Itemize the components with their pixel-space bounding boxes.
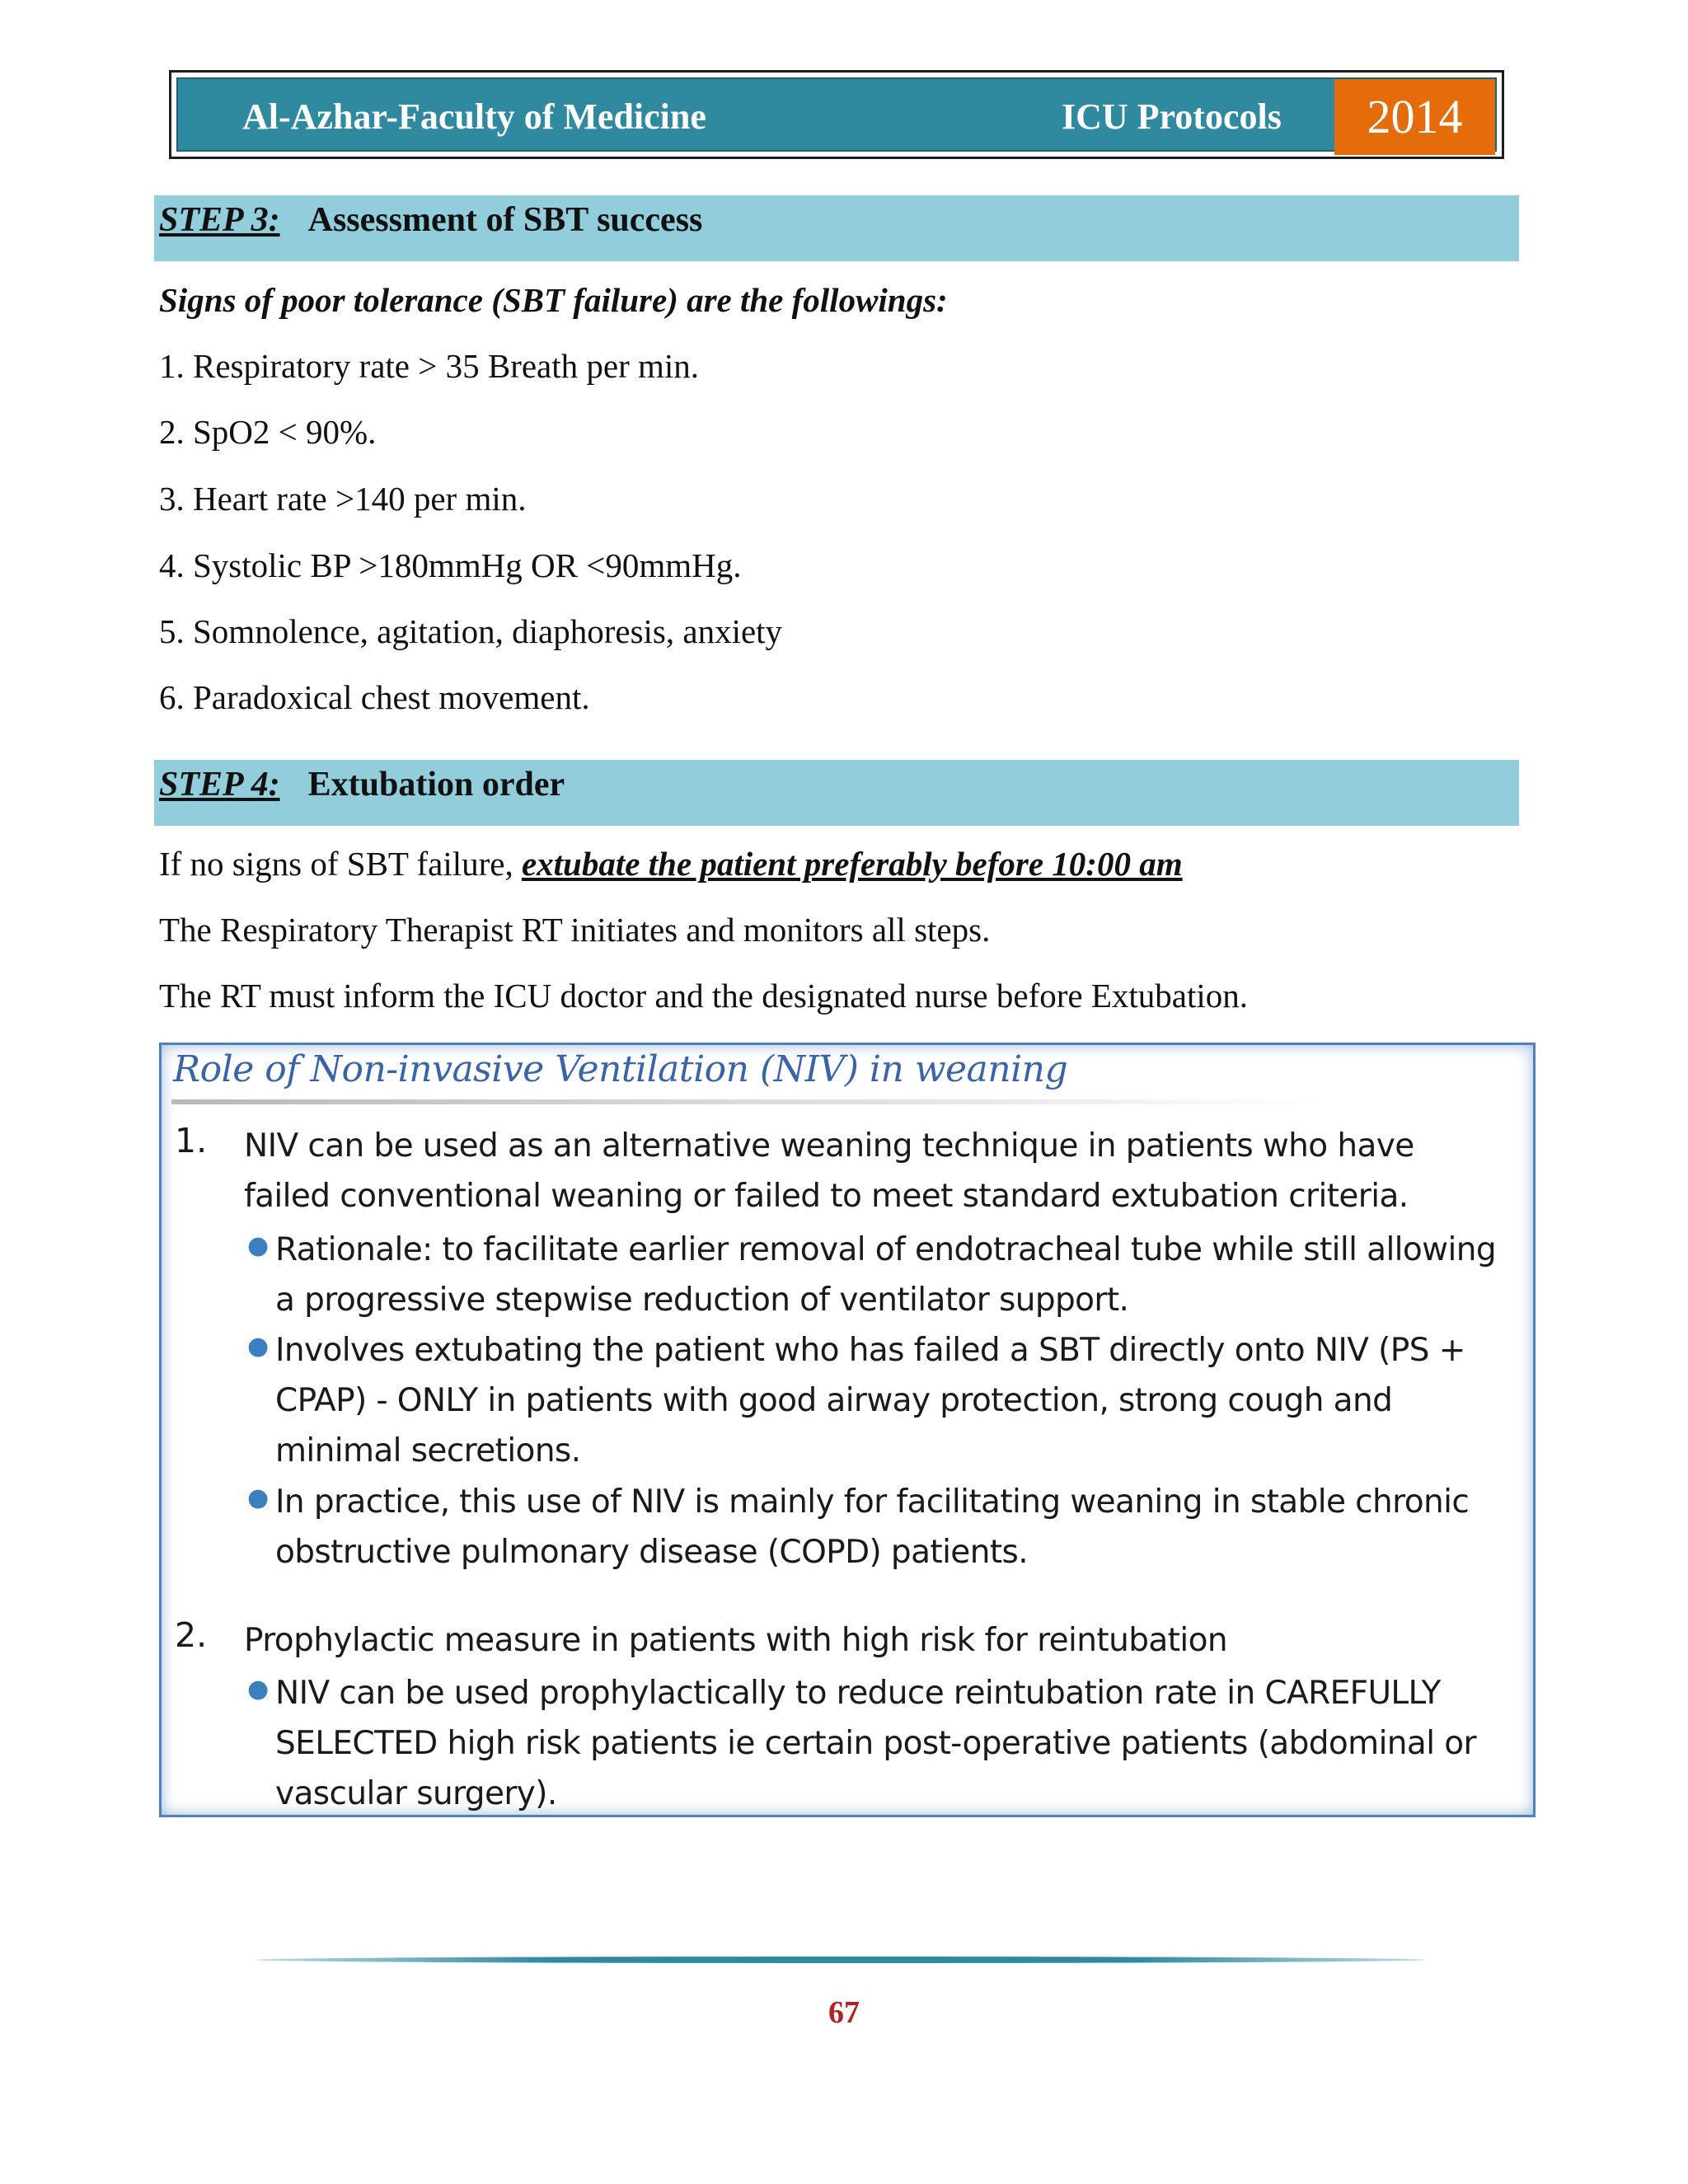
header-year: 2014 (1334, 79, 1495, 155)
niv-title: Role of Non-invasive Ventilation (NIV) in weaning (173, 1048, 1068, 1090)
niv-section-2-text: Prophylactic measure in patients with high risk for reintubation (244, 1622, 1227, 1659)
niv-title-rule (171, 1099, 1325, 1104)
step4-line-1 (159, 844, 1183, 883)
step4-heading (154, 760, 1519, 826)
step3-title: Assessment of SBT success (307, 201, 703, 239)
step4-line-2: The Respiratory Therapist RT initiates and monitors all steps. (159, 911, 991, 949)
page-number: 67 (828, 1995, 860, 2030)
step4-line-1-prefix: If no signs of SBT failure, (159, 845, 522, 883)
step3-item-2: 2. SpO2 < 90%. (159, 413, 377, 451)
niv-section-1-bullet-2: Involves extubating the patient who has failed a SBT directly onto NIV (PS + CPAP) - ONLY in patients with good airway protection, strong cough and minimal secretions. (275, 1332, 1465, 1469)
footer-rule (256, 1957, 1426, 1963)
step3-label: STEP 3: (159, 201, 280, 239)
header-protocols: ICU Protocols (1062, 96, 1282, 137)
bullet-dot-icon: ● (247, 1675, 270, 1704)
bullet-dot-icon: ● (247, 1483, 270, 1512)
step3-item-4: 4. Systolic BP >180mmHg OR <90mmHg. (159, 546, 742, 584)
niv-section-1-bullet-3: In practice, this use of NIV is mainly for facilitating weaning in stable chronic obstructive pulmonary disease (COPD) patients. (275, 1483, 1470, 1571)
header-bar (176, 77, 1497, 152)
niv-figure (159, 1043, 1536, 1817)
niv-section-1-number: 1. (175, 1121, 208, 1160)
page-header (169, 70, 1504, 159)
bullet-dot-icon: ● (247, 1231, 270, 1260)
niv-section-1-bullet-1: Rationale: to facilitate earlier removal of endotracheal tube while still allowing a progressive stepwise reduction of ventilator support. (275, 1231, 1496, 1319)
step3-item-6: 6. Paradoxical chest movement. (159, 678, 590, 716)
niv-section-2-bullet-1: NIV can be used prophylactically to reduce reintubation rate in CAREFULLY SELECTED high risk patients ie certain post-operative patients (abdominal or vascular surgery). (275, 1675, 1476, 1812)
step4-label: STEP 4: (159, 766, 280, 804)
step3-item-1: 1. Respiratory rate > 35 Breath per min. (159, 347, 700, 385)
step4-title: Extubation order (307, 766, 565, 804)
step4-line-1-emphasis: extubate the patient preferably before 10:00 am (521, 845, 1183, 883)
niv-section-1-text: NIV can be used as an alternative weaning technique in patients who have failed conventional weaning or failed to meet standard extubation criteria. (244, 1127, 1414, 1215)
step3-item-5: 5. Somnolence, agitation, diaphoresis, anxiety (159, 612, 783, 650)
header-faculty: Al-Azhar-Faculty of Medicine (242, 96, 706, 137)
step3-item-3: 3. Heart rate >140 per min. (159, 480, 527, 518)
bullet-dot-icon: ● (247, 1332, 270, 1361)
niv-section-2-number: 2. (175, 1615, 208, 1655)
step4-line-3: The RT must inform the ICU doctor and the designated nurse before Extubation. (159, 977, 1248, 1015)
step3-intro: Signs of poor tolerance (SBT failure) are the followings: (159, 281, 948, 319)
step3-heading (154, 195, 1519, 261)
